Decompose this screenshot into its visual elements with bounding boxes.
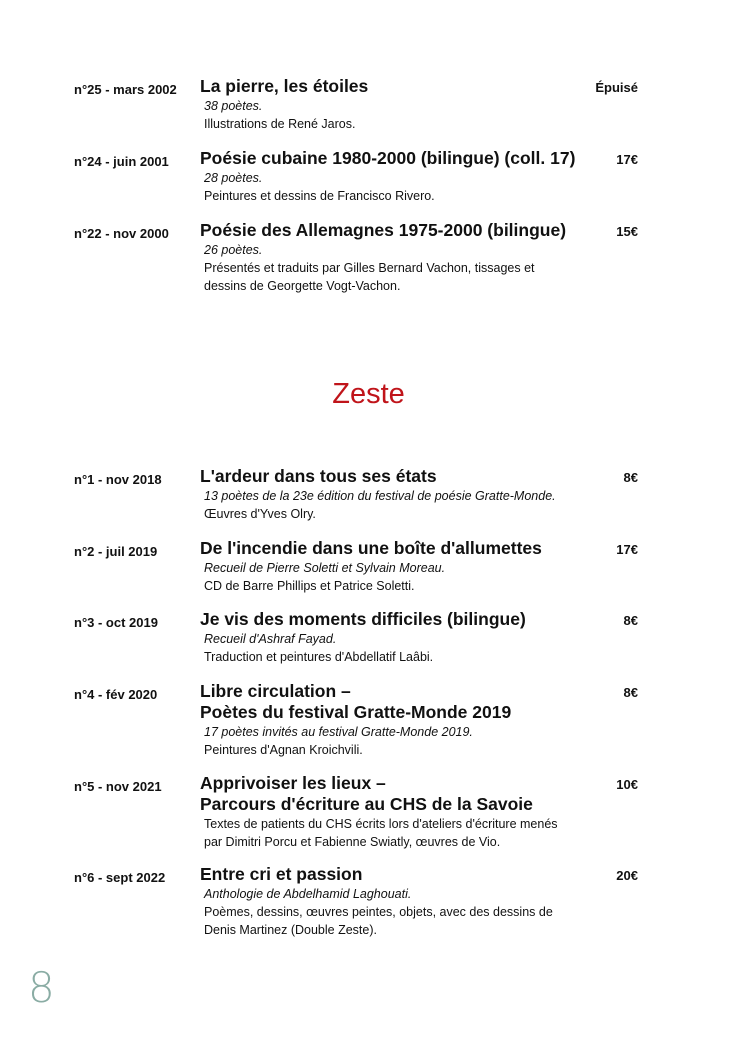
price: 17€ xyxy=(616,542,638,557)
section-heading: Zeste xyxy=(332,378,405,410)
price: 10€ xyxy=(616,777,638,792)
description: Peintures d'Agnan Kroichvili. xyxy=(204,743,363,757)
catalog-entry xyxy=(74,609,640,666)
issue-number: n°22 - nov 2000 xyxy=(74,226,169,241)
description: Illustrations de René Jaros. xyxy=(204,117,356,131)
description: Œuvres d'Yves Olry. xyxy=(204,507,316,521)
issue-number: n°25 - mars 2002 xyxy=(74,82,177,97)
book-title-line2: Parcours d'écriture au CHS de la Savoie xyxy=(200,794,533,814)
description: Peintures et dessins de Francisco Rivero. xyxy=(204,189,435,203)
book-title: De l'incendie dans une boîte d'allumettes xyxy=(200,538,542,558)
subtitle: 28 poètes. xyxy=(204,171,263,185)
book-title: Poésie des Allemagnes 1975-2000 (bilingue) xyxy=(200,220,567,240)
price: 8€ xyxy=(623,685,638,700)
price: 8€ xyxy=(623,470,638,485)
catalog-entry xyxy=(74,220,640,295)
catalog-entry xyxy=(74,681,640,759)
issue-number: n°5 - nov 2021 xyxy=(74,779,162,794)
price: 8€ xyxy=(623,613,638,628)
description: par Dimitri Porcu et Fabienne Swiatly, œuvres de Vio. xyxy=(204,835,501,849)
price: 20€ xyxy=(616,868,638,883)
price: 15€ xyxy=(616,224,638,239)
issue-number: n°1 - nov 2018 xyxy=(74,472,162,487)
subtitle: 13 poètes de la 23e édition du festival de poésie Gratte-Monde. xyxy=(204,489,556,503)
issue-number: n°6 - sept 2022 xyxy=(74,870,166,885)
catalog-entry xyxy=(74,148,640,205)
subtitle: 17 poètes invités au festival Gratte-Monde 2019. xyxy=(204,725,473,739)
catalog-entry xyxy=(74,864,640,939)
description: Poèmes, dessins, œuvres peintes, objets, avec des dessins de xyxy=(204,905,553,919)
issue-number: n°4 - fév 2020 xyxy=(74,687,158,702)
description: Traduction et peintures d'Abdellatif Laâbi. xyxy=(204,650,434,664)
subtitle: 26 poètes. xyxy=(204,243,263,257)
description: Textes de patients du CHS écrits lors d'ateliers d'écriture menés xyxy=(204,817,558,831)
book-title: Apprivoiser les lieux – xyxy=(200,773,386,793)
subtitle: 38 poètes. xyxy=(204,99,263,113)
issue-number: n°3 - oct 2019 xyxy=(74,615,158,630)
price: Épuisé xyxy=(595,80,638,95)
price: 17€ xyxy=(616,152,638,167)
catalog-entry xyxy=(74,76,640,133)
subtitle: Anthologie de Abdelhamid Laghouati. xyxy=(204,887,412,901)
book-title: La pierre, les étoiles xyxy=(200,76,369,96)
page-number: 8 xyxy=(28,963,55,1012)
issue-number: n°2 - juil 2019 xyxy=(74,544,158,559)
description: CD de Barre Phillips et Patrice Soletti. xyxy=(204,579,415,593)
book-title: Je vis des moments difficiles (bilingue) xyxy=(200,609,526,629)
catalog-entry xyxy=(74,466,640,523)
subtitle: Recueil de Pierre Soletti et Sylvain Moreau. xyxy=(204,561,446,575)
description: dessins de Georgette Vogt-Vachon. xyxy=(204,279,401,293)
book-title: Entre cri et passion xyxy=(200,864,363,884)
issue-number: n°24 - juin 2001 xyxy=(74,154,169,169)
catalog-entry xyxy=(74,538,640,595)
book-title: Poésie cubaine 1980-2000 (bilingue) (coll. 17) xyxy=(200,148,576,168)
description: Denis Martinez (Double Zeste). xyxy=(204,923,377,937)
book-title-line2: Poètes du festival Gratte-Monde 2019 xyxy=(200,702,512,722)
subtitle: Recueil d'Ashraf Fayad. xyxy=(204,632,337,646)
book-title: L'ardeur dans tous ses états xyxy=(200,466,437,486)
description: Présentés et traduits par Gilles Bernard Vachon, tissages et xyxy=(204,261,535,275)
catalog-entry xyxy=(74,773,640,851)
book-title: Libre circulation – xyxy=(200,681,351,701)
